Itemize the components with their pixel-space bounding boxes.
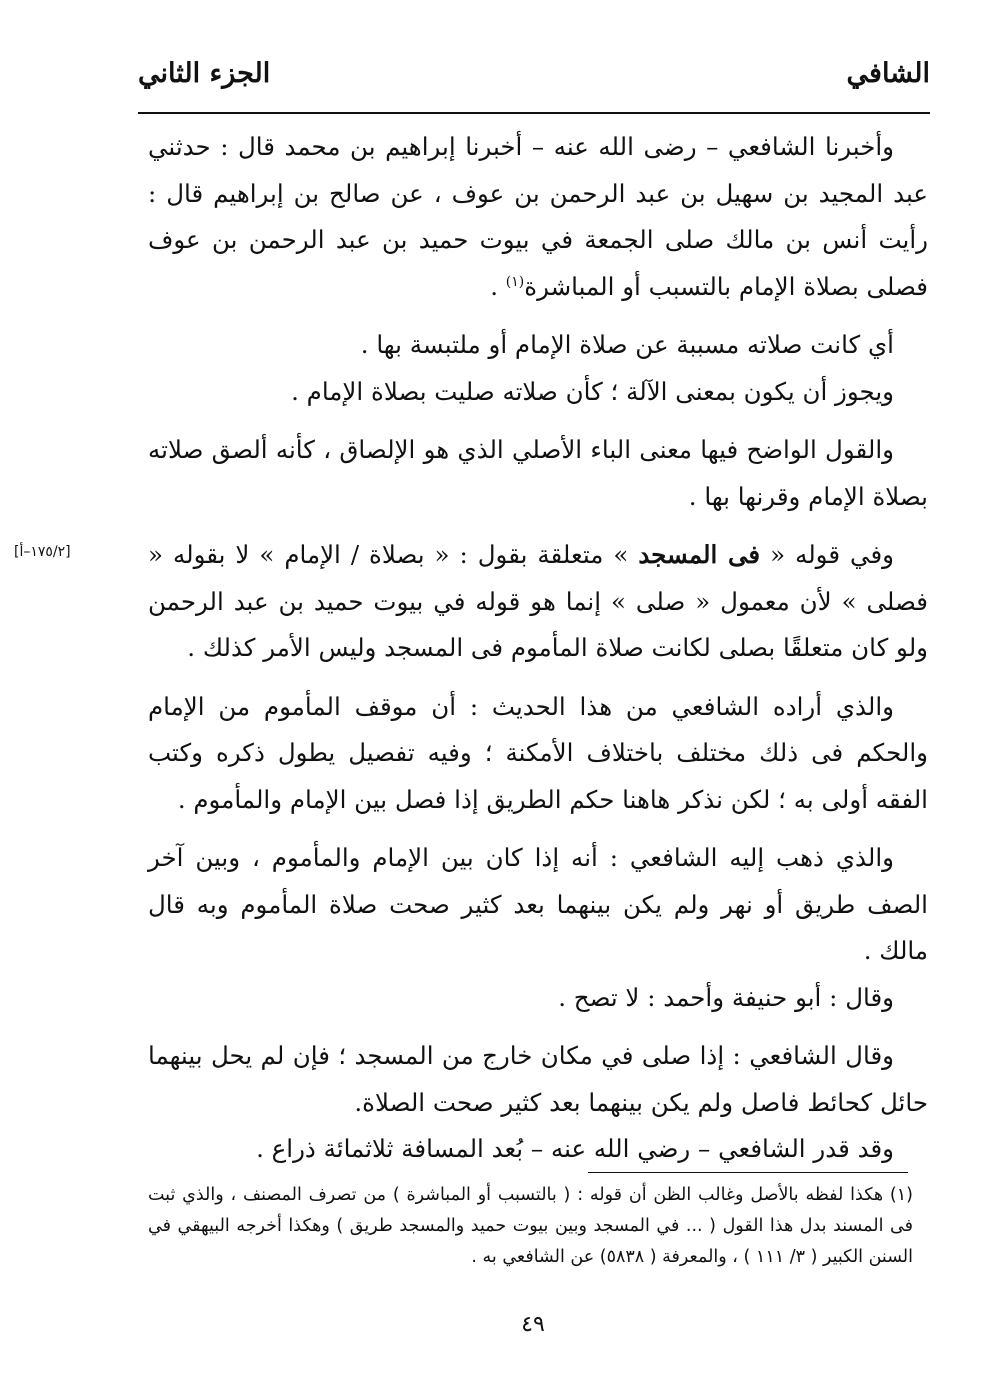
footnote-text: (١) هكذا لفظه بالأصل وغالب الظن أن قوله : ( بالتسبب أو المباشرة ) من تصرف المصنف ، والذي ثبت فى المسند بدل هذا القول ( ... في المسجد وبين بيوت حميد والمسجد طريق ) وهكذا أخرجه البيهقي في السنن الكبير ( ٣/ ١١١ ) ، والمعرفة ( ٥٨٣٨) عن الشافعي به . <box>148 1185 913 1267</box>
main-text <box>148 124 928 1185</box>
paragraph-explanation-7: وقال : أبو حنيفة وأحمد : لا تصح . <box>558 982 894 1012</box>
running-header <box>130 52 930 112</box>
paragraph-explanation-9: وقد قدر الشافعي – رضي الله عنه – بُعد المسافة ثلاثمائة ذراع . <box>256 1134 894 1163</box>
footnote-divider <box>588 1172 908 1173</box>
paragraph-4-emphasis: فى المسجد <box>638 540 761 569</box>
paragraph-explanation-3: والقول الواضح فيها معنى الباء الأصلي الذي هو الإلصاق ، كأنه ألصق صلاته بصلاة الإمام وقرنها بها . <box>148 435 928 511</box>
manuscript-folio-note: [١٧٥/٢–أ] <box>14 544 71 560</box>
footnote-marker: (١) <box>505 273 525 290</box>
book-title: الشافي <box>846 58 930 89</box>
paragraph-explanation-2: ويجوز أن يكون بمعنى الآلة ؛ كأن صلاته صليت بصلاة الإمام . <box>291 376 894 406</box>
paragraph-explanation-5: والذي أراده الشافعي من هذا الحديث : أن موقف المأموم من الإمام والحكم فى ذلك مختلف باختلاف الأمكنة ؛ وفيه تفصيل يطول ذكره وكتب الفقه أولى به ؛ لكن نذكر هاهنا حكم الطريق إذا فصل بين الإمام والمأموم . <box>148 691 928 814</box>
paragraph-explanation-8: وقال الشافعي : إذا صلى في مكان خارج من المسجد ؛ فإن لم يحل بينهما حائل كحائط فاصل ولم يكن بينهما بعد كثير صحت الصلاة. <box>148 1041 928 1117</box>
header-divider <box>138 112 930 114</box>
paragraph-4-after: » متعلقة بقول : « بصلاة / الإمام » لا بقوله « فصلى » لأن معمول « صلى » إنما هو قوله في بيوت حميد بن عبد الرحمن ولو كان متعلقًا بصلى لكانت صلاة المأموم فى المسجد وليس الأمر كذلك . <box>148 540 928 662</box>
paragraph-explanation-4 <box>148 532 928 672</box>
paragraph-explanation-1: أي كانت صلاته مسببة عن صلاة الإمام أو ملتبسة بها . <box>360 330 894 359</box>
page-number: ٤٩ <box>521 1312 545 1337</box>
paragraph-hadith-end: . <box>490 271 506 301</box>
paragraph-hadith-text: وأخبرنا الشافعي – رضى الله عنه – أخبرنا إبراهيم بن محمد قال : حدثني عبد المجيد بن سهيل بن عبد الرحمن بن عوف ، عن صالح بن إبراهيم قال : رأيت أنس بن مالك صلى الجمعة في بيوت حميد بن عبد الرحمن بن عوف فصلى بصلاة الإمام بالتسبب أو المباشرة <box>148 132 928 301</box>
paragraph-explanation-6: والذي ذهب إليه الشافعي : أنه إذا كان بين الإمام والمأموم ، وبين آخر الصف طريق أو نهر ولم يكن بينهما بعد كثير صحت صلاة المأموم وبه قال مالك . <box>148 843 928 965</box>
part-title: الجزء الثاني <box>138 58 271 89</box>
paragraph-4-before: وفي قوله « <box>760 540 894 569</box>
paragraph-hadith <box>148 124 928 310</box>
